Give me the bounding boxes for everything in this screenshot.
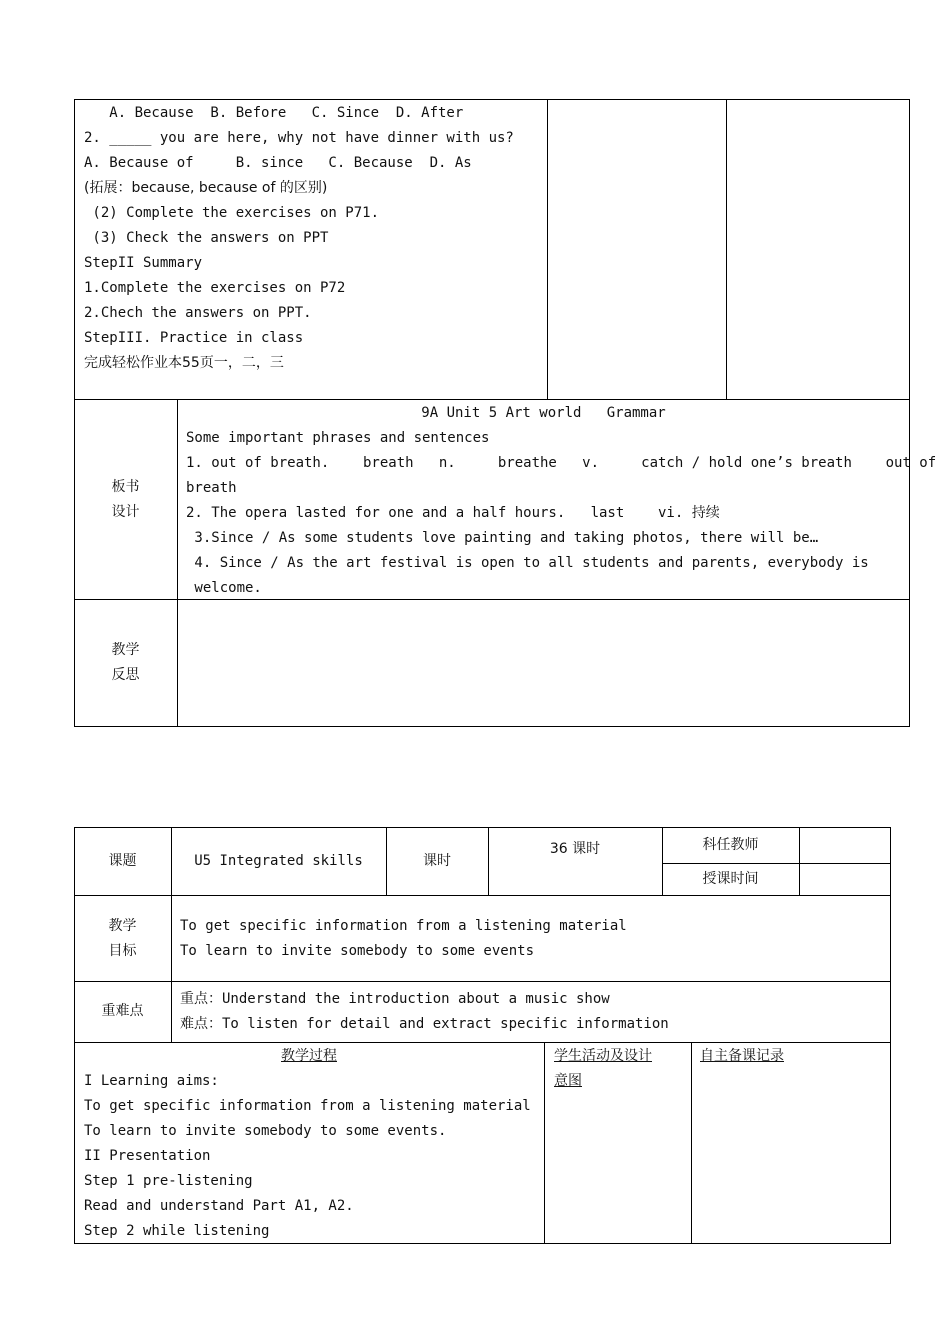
step-line: 完成轻松作业本55页一，二，三 [84,355,284,371]
reflection-label: 教学 [111,642,140,658]
activity-header: 意图 [554,1073,582,1089]
goals-label: 教学 [108,918,137,934]
step-line: (2) Complete the exercises on P71. [84,205,380,221]
step-line: 1.Complete the exercises on P72 [84,280,346,296]
process-line: Read and understand Part A1, A2. [84,1198,354,1214]
goals-label: 目标 [108,943,137,959]
key-point-line: 重点：Understand the introduction about a music show [180,991,610,1007]
process-line: Step 2 while listening [84,1223,270,1239]
reflection-label: 反思 [111,667,140,683]
key-points-label: 重难点 [101,1003,144,1019]
goal-line: To learn to invite somebody to some events [180,943,535,959]
step-line: (拓展：because, because of 的区别) [84,180,328,196]
board-label: 板书 [111,479,140,495]
class-time-label: 授课时间 [702,871,759,887]
board-title: 9A Unit 5 Art world Grammar [421,405,666,421]
step-line: A. Because of B. since C. Because D. As [84,155,472,171]
board-line: Some important phrases and sentences [186,430,490,446]
board-line: welcome. [186,580,262,596]
teacher-label: 科任教师 [702,837,759,853]
step-line: StepIII. Practice in class [84,330,304,346]
board-line: breath [186,480,237,496]
process-line: To learn to invite somebody to some events. [84,1123,447,1139]
board-line: 3.Since / As some students love painting and taking photos, there will be… [186,530,819,546]
goal-line: To get specific information from a listening material [180,918,627,934]
board-line: 2. The opera lasted for one and a half hours. last vi. 持续 [186,505,720,521]
period-label: 课时 [423,853,451,869]
step-line: A. Because B. Before C. Since D. After [84,105,464,121]
process-line: II Presentation [84,1148,211,1164]
step-line: 2.Chech the answers on PPT. [84,305,312,321]
period-value: 36 课时 [549,841,601,857]
board-label: 设计 [111,504,140,520]
activity-header: 学生活动及设计 [554,1048,652,1064]
step-line: 2. _____ you are here, why not have dinner with us? [84,130,514,146]
process-header: 教学过程 [281,1048,337,1064]
topic-value: U5 Integrated skills [194,853,363,869]
record-header: 自主备课记录 [700,1048,784,1064]
topic-label: 课题 [108,853,137,869]
step-line: (3) Check the answers on PPT [84,230,329,246]
board-line: 4. Since / As the art festival is open to all students and parents, everybody is [186,555,869,571]
process-line: I Learning aims: [84,1073,219,1089]
key-point-line: 难点：To listen for detail and extract specific information [180,1016,669,1032]
board-line: 1. out of breath. breath n. breathe v. catch / hold one’s breath out of [186,455,937,471]
process-line: Step 1 pre-listening [84,1173,253,1189]
step-line: StepII Summary [84,255,203,271]
process-line: To get specific information from a listening material [84,1098,531,1114]
